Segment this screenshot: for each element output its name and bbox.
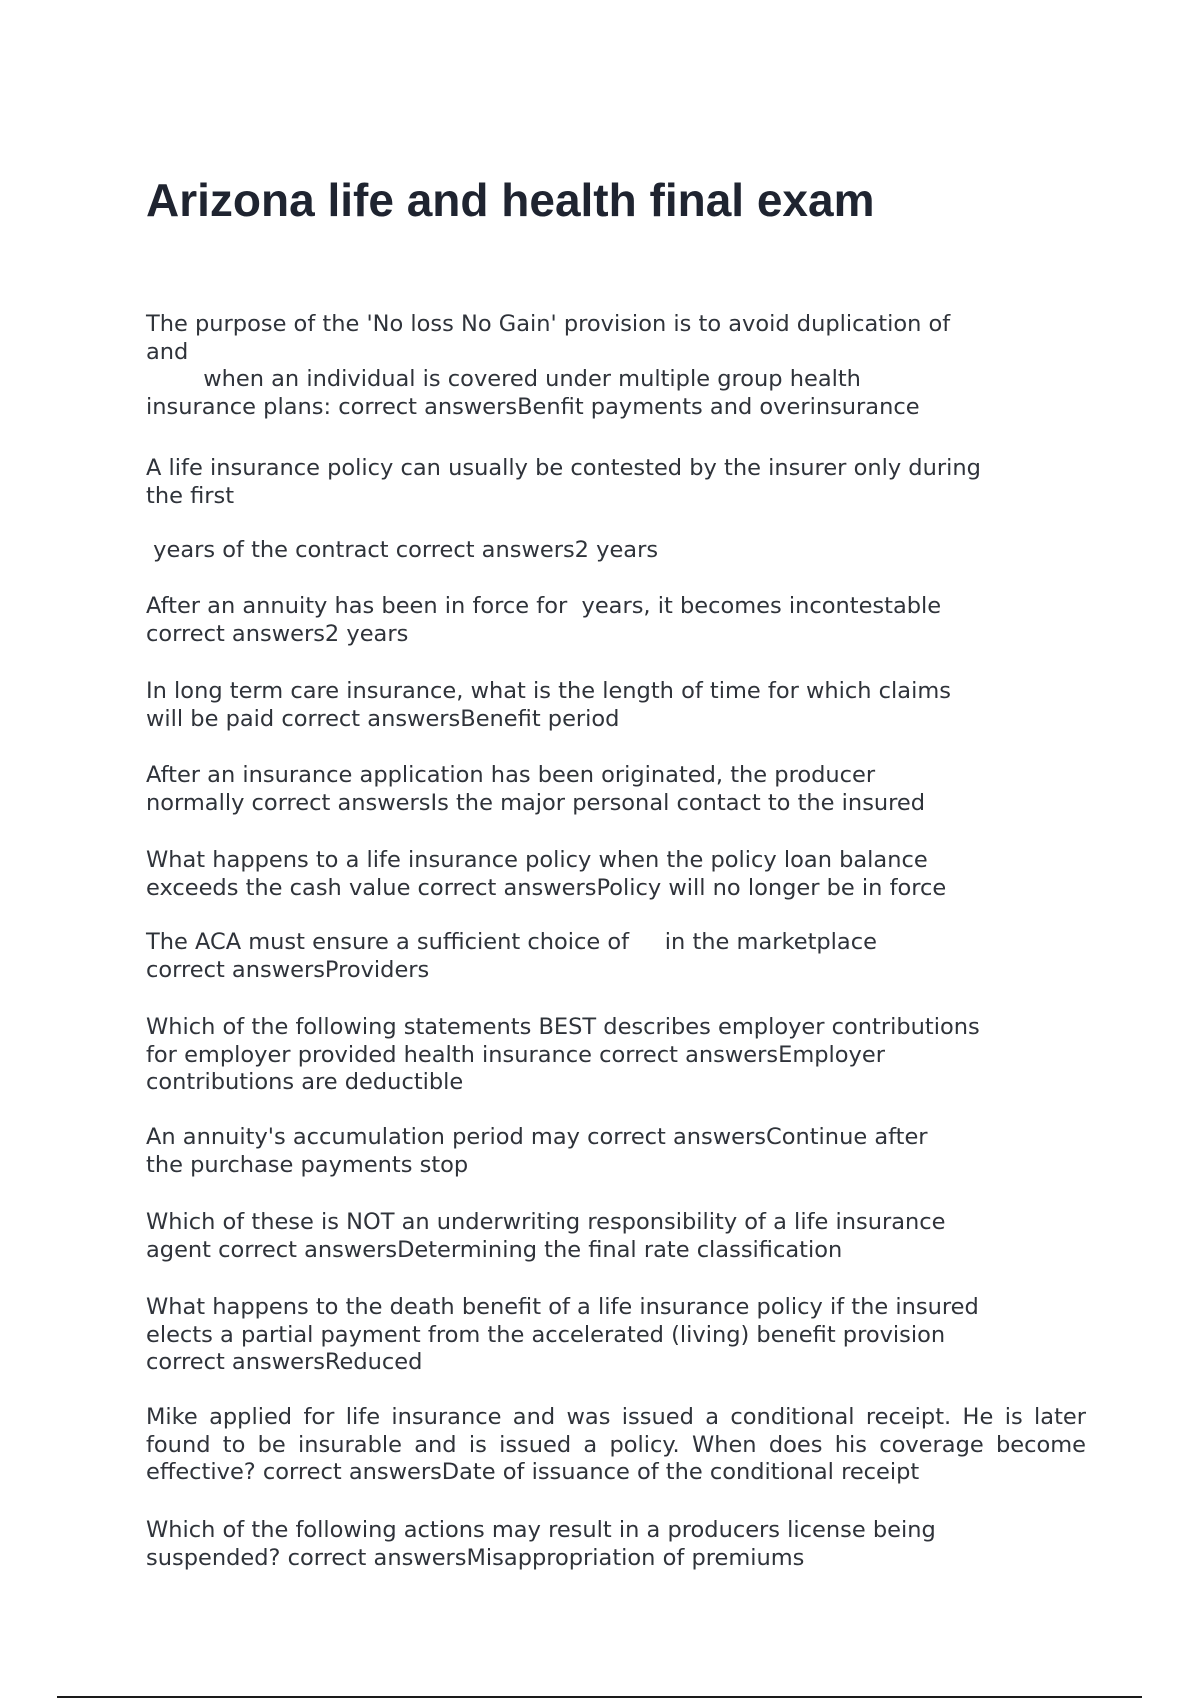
- qa-item: After an annuity has been in force for years, it becomes incontestable correct answers2 years: [146, 593, 942, 647]
- qa-item: A life insurance policy can usually be contested by the insurer only during the first: [146, 455, 981, 509]
- qa-item: Which of the following statements BEST describes employer contributions for employer provided health insurance correct answersEmployer contributions are deductible: [146, 1014, 980, 1095]
- qa-item: What happens to a life insurance policy when the policy loan balance exceeds the cash value correct answersPolicy will no longer be in force: [146, 847, 947, 901]
- qa-item: years of the contract correct answers2 years: [146, 537, 659, 563]
- qa-item: Mike applied for life insurance and was issued a conditional receipt. He is later found to be insurable and is issued a policy. When does his coverage become effective? correct answersDate of issuance of the conditional receipt: [146, 1404, 1094, 1485]
- qa-item: After an insurance application has been originated, the producer normally correct answersIs the major personal contact to the insured: [146, 762, 926, 816]
- qa-item: What happens to the death benefit of a life insurance policy if the insured elects a partial payment from the accelerated (living) benefit provision correct answersReduced: [146, 1294, 979, 1375]
- qa-item: The purpose of the 'No loss No Gain' provision is to avoid duplication of and when an individual is covered under multiple group health insurance plans: correct answersBenfit payments and overinsurance: [146, 311, 951, 420]
- qa-item: Which of the following actions may result in a producers license being suspended? correct answersMisappropriation of premiums: [146, 1517, 936, 1571]
- qa-item: In long term care insurance, what is the length of time for which claims will be paid correct answersBenefit period: [146, 678, 951, 732]
- qa-item: Which of these is NOT an underwriting responsibility of a life insurance agent correct answersDetermining the final rate classification: [146, 1209, 946, 1263]
- qa-item: The ACA must ensure a sufficient choice of in the marketplace correct answersProviders: [146, 929, 877, 983]
- document-title: Arizona life and health final exam: [146, 174, 875, 226]
- footer-rule: [57, 1696, 1142, 1698]
- qa-item: An annuity's accumulation period may correct answersContinue after the purchase payments stop: [146, 1124, 928, 1178]
